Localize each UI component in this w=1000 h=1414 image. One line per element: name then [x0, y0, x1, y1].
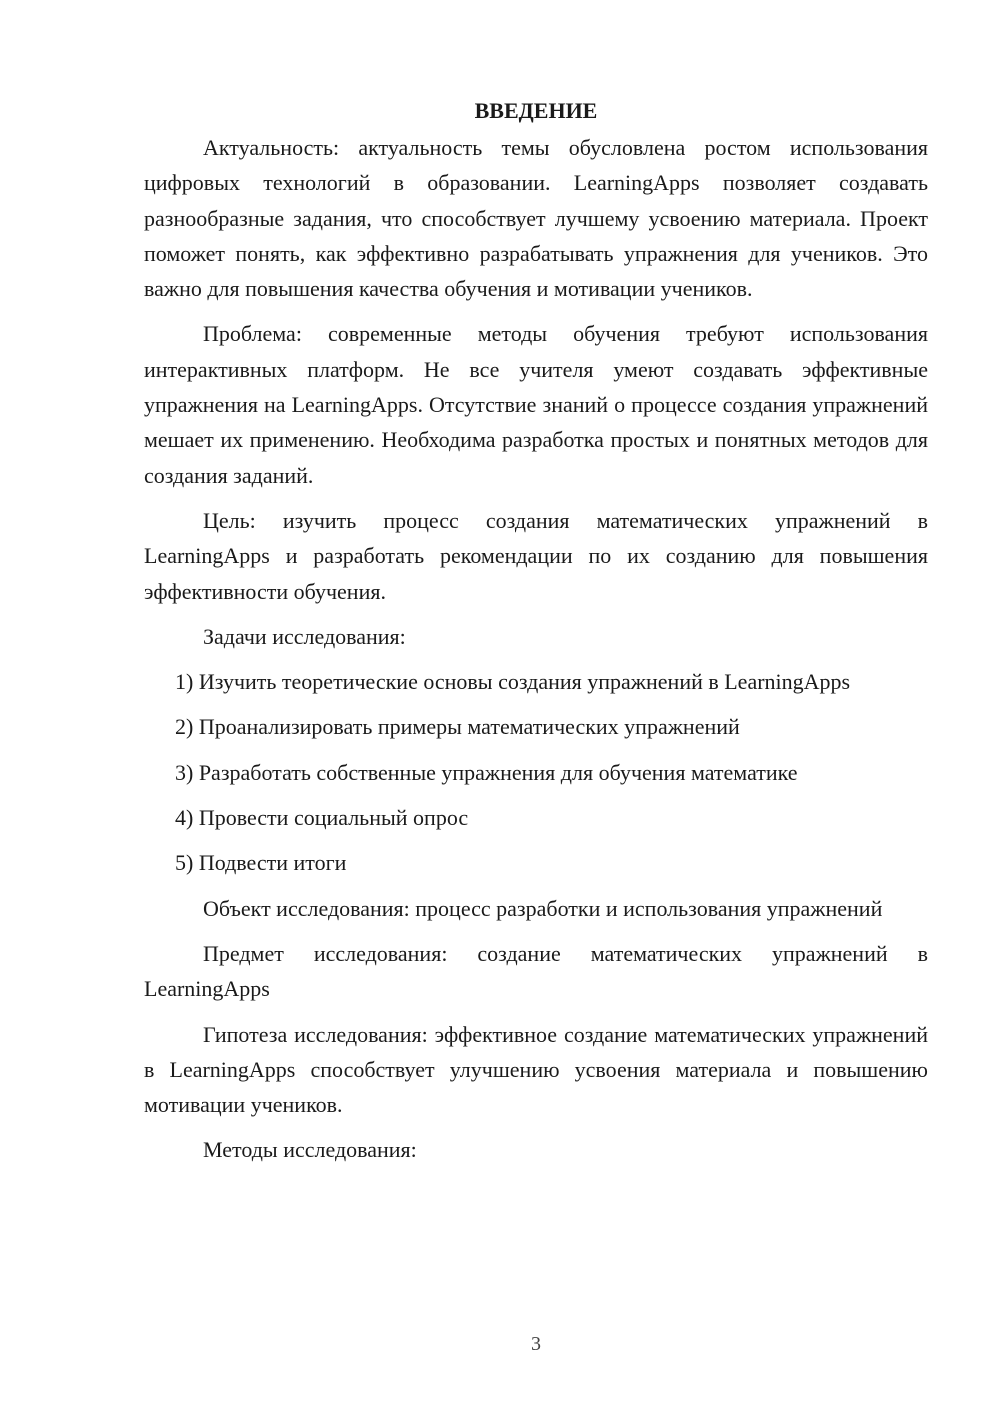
task-item-5: 5) Подвести итоги [175, 850, 347, 876]
paragraph-tasks-heading: Задачи исследования: [203, 623, 406, 649]
page-number: 3 [531, 1333, 541, 1355]
paragraph-object: Объект исследования: процесс разработки и использования упражнений [203, 895, 883, 921]
document-page [144, 94, 928, 1178]
paragraph-relevance: Актуальность: актуальность темы обусловлена ростом использования цифровых технологий в образовании. LearningApps позволяет создавать разнообразные задания, что способствует лучшему усвоению материала. Проект поможет понять, как эффективно разрабатывать упражнения для учеников. Это важно для повышения качества обучения и мотивации учеников. [144, 135, 928, 302]
paragraph-methods: Методы исследования: [203, 1137, 417, 1163]
paragraph-goal: Цель: изучить процесс создания математических упражнений в LearningApps и разработать рекомендации по их созданию для повышения эффективности обучения. [144, 507, 928, 604]
paragraph-subject: Предмет исследования: создание математических упражнений в LearningApps [144, 940, 928, 1002]
task-item-1: 1) Изучить теоретические основы создания упражнений в LearningApps [175, 669, 851, 695]
paragraph-hypothesis: Гипотеза исследования: эффективное создание математических упражнений в LearningApps способствует улучшению усвоения материала и повышению мотивации учеников. [144, 1021, 928, 1118]
task-item-3: 3) Разработать собственные упражнения для обучения математике [175, 759, 798, 785]
paragraph-problem: Проблема: современные методы обучения требуют использования интерактивных платформ. Не все учителя умеют создавать эффективные упражнения на LearningApps. Отсутствие знаний о процессе создания упражнений мешает их применению. Необходима разработка простых и понятных методов для создания заданий. [144, 321, 928, 488]
section-title: ВВЕДЕНИЕ [474, 98, 598, 123]
task-item-2: 2) Проанализировать примеры математических упражнений [175, 714, 740, 740]
task-item-4: 4) Провести социальный опрос [175, 805, 469, 831]
